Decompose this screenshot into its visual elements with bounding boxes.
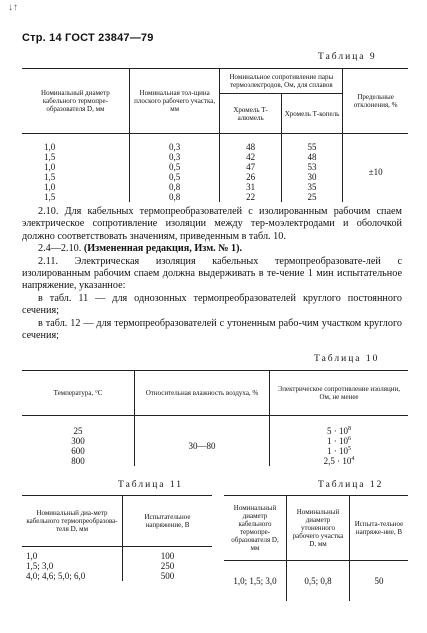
table9-header-thickness: Номинальная тол-щина плоского рабочего участка, мм (129, 69, 220, 134)
table12-voltage: 50 (374, 576, 384, 586)
table9-header-resistance: Номинальное сопротивление пары термоэлектродов, Ом, для сплавов (220, 69, 343, 94)
table9-header-kopel: Хромель Т-копель (281, 94, 342, 134)
table12-header-voltage: Испыта-тельное напряже-ние, В (350, 496, 409, 561)
table10-header-resistance: Электрическое сопротивление изоляции, Ом, не менее (270, 371, 409, 416)
table9-header-deviation: Предельные отклонения, % (343, 69, 408, 134)
table12-diameter: 1,0; 1,5; 3,0 (224, 561, 287, 602)
table10-header-humidity: Относительная влажность воздуха, % (135, 371, 270, 416)
table9-header-diameter: Номинальный диаметр кабельного термопре-образователя D, мм (22, 69, 129, 134)
table11-col-voltage: 100 250 500 (160, 551, 175, 581)
table9-col-alumel: 48 42 47 26 31 22 (220, 134, 281, 203)
table12-header-diameter: Номинальный диаметр кабельного термопре-образователя D, мм (224, 496, 287, 561)
margin-mark: ↓↑ (8, 2, 18, 13)
body-text (22, 206, 402, 342)
table11 (22, 495, 212, 581)
table12 (224, 495, 408, 601)
table9-deviation: ±10 (368, 167, 383, 177)
table10-humidity: 30—80 (135, 416, 270, 467)
paragraph-2-11: 2.11. Электрическая изоляция кабельных термопреобразовате-лей с изолированным рабочим спаем должна выдерживать в те-чение 1 мин испытательное напряжение, указанное: (22, 255, 402, 292)
table10-col-resistance: $5 \cdot 10^8$ $1 \cdot 10^6$ $1 \cdot 10^5$ $2,5 \cdot 10^4$ (323, 426, 355, 466)
table10 (22, 370, 408, 466)
paragraph-amendment: 2.4—2.10. (Измененная редакция, Изм. № 1). (38, 243, 243, 255)
table9-col-diameter: 1,0 1,5 1,0 1,5 1,0 1,5 (22, 134, 129, 203)
table10-caption: Таблица 10 (314, 354, 380, 364)
paragraph-2-10: 2.10. Для кабельных термопреобразователей с изолированным рабочим спаем электрическое сопротивление изоляции между тер-моэлектродами и оболочкой должно соответствовать значениям, приведенным в табл. 10. (22, 206, 402, 242)
table9-col-thickness: 0,3 0,3 0,5 0,5 0,8 0,8 (129, 134, 220, 203)
table9 (22, 68, 408, 202)
table11-col-diameter: 1,0 1,5; 3,0 4,0; 4,6; 5,0; 6,0 (22, 547, 123, 582)
page-header: Стр. 14 ГОСТ 23847—79 (22, 32, 154, 44)
table9-header-alumel: Хромель Т-алюмель (220, 94, 281, 134)
table11-header-diameter: Номинальный диа-метр кабельного термопреобразова-теля D, мм (22, 496, 123, 547)
table11-caption: Таблица 11 (118, 480, 184, 490)
table12-thin-diameter: 0,5; 0,8 (287, 561, 350, 602)
table10-header-temperature: Температура, °С (22, 371, 135, 416)
table10-col-temperature: 25 300 600 800 (22, 416, 135, 467)
table12-caption: Таблица 12 (318, 480, 384, 490)
table11-header-voltage: Испытательное напряжение, В (123, 496, 213, 547)
table9-caption: Таблица 9 (318, 52, 377, 62)
paragraph-table11-ref: в табл. 11 — для однозонных термопреобразователей круглого постоянного сечения; (22, 292, 402, 317)
table12-header-thin-diameter: Номинальный диаметр утоненного рабочего участка D, мм (287, 496, 350, 561)
table9-col-kopel: 55 48 53 30 35 25 (281, 134, 342, 203)
paragraph-table12-ref: в табл. 12 — для термопреобразователей с утоненным рабо-чим участком круглого сечения; (22, 317, 402, 342)
